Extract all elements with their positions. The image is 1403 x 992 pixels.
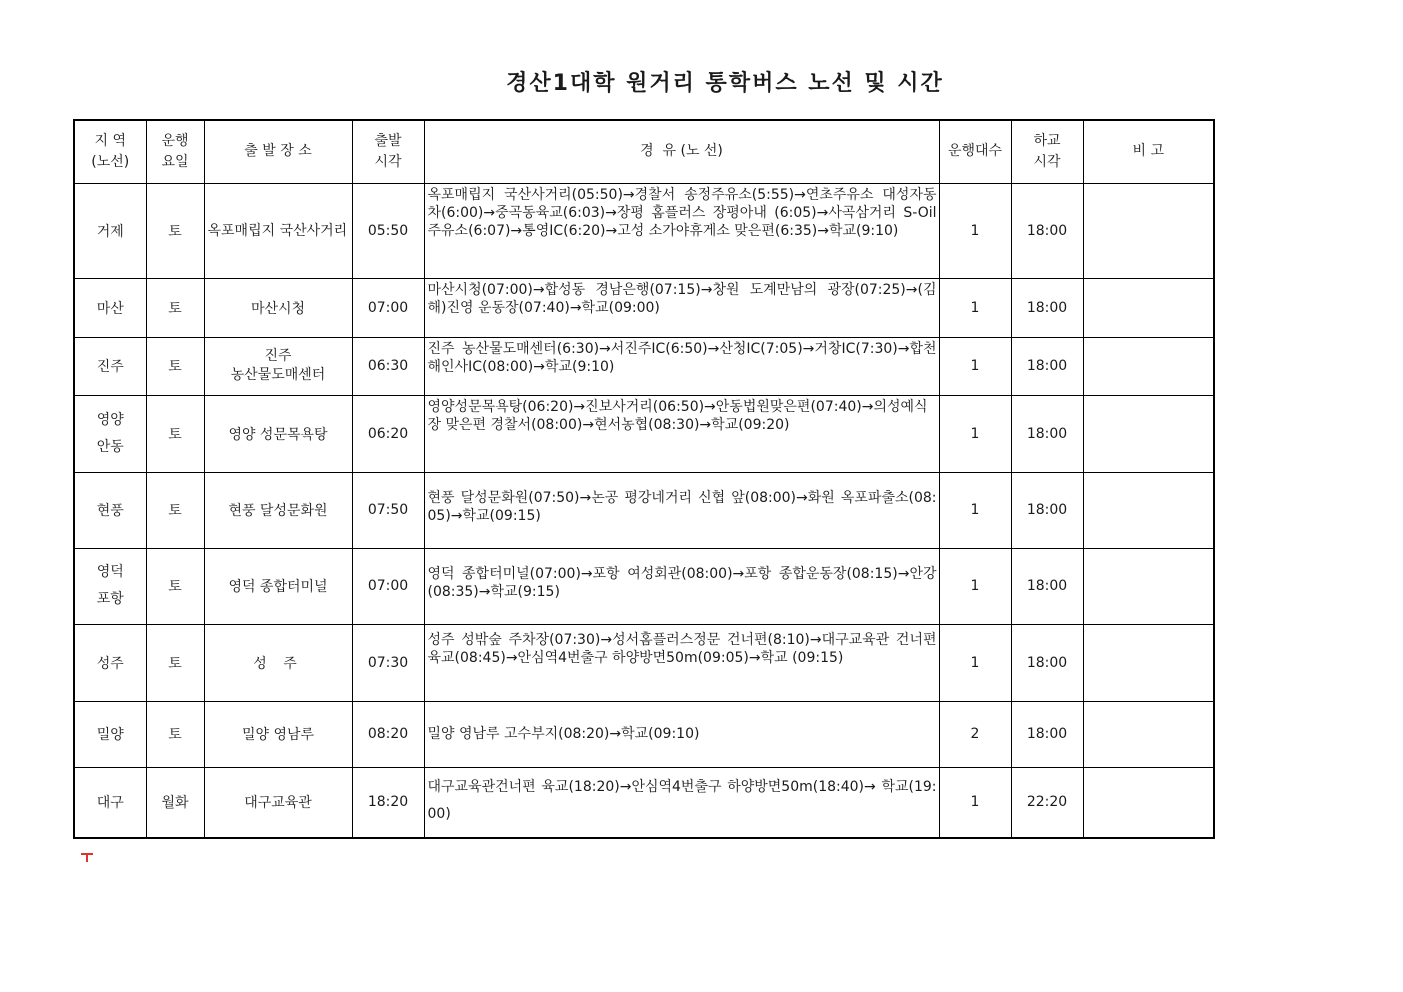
cell-departure-time: 08:20 bbox=[352, 701, 424, 767]
cell-departure-time: 06:20 bbox=[352, 395, 424, 472]
edit-cursor-mark-icon bbox=[81, 851, 93, 861]
table-row bbox=[74, 767, 1214, 838]
cell-region: 대구 bbox=[74, 767, 146, 838]
cell-notes bbox=[1083, 767, 1214, 838]
cell-return-time: 22:20 bbox=[1011, 767, 1083, 838]
cell-notes bbox=[1083, 701, 1214, 767]
cell-route: 대구교육관건너편 육교(18:20)→안심역4번출구 하양방면50m(18:40)→ 학교(19:00) bbox=[424, 767, 939, 838]
header-days: 운행 요일 bbox=[146, 120, 204, 183]
cell-route: 영양성문목욕탕(06:20)→진보사거리(06:50)→안동법원맞은편(07:40)→의성예식장 맞은편 경찰서(08:00)→현서농협(08:30)→학교(09:20) bbox=[424, 395, 939, 472]
cell-bus-count: 1 bbox=[939, 395, 1011, 472]
cell-route: 밀양 영남루 고수부지(08:20)→학교(09:10) bbox=[424, 701, 939, 767]
cell-place: 옥포매립지 국산사거리 bbox=[204, 183, 352, 278]
cell-route: 진주 농산물도매센터(6:30)→서진주IC(6:50)→산청IC(7:05)→거창IC(7:30)→합천해인사IC(08:00)→학교(9:10) bbox=[424, 337, 939, 395]
cell-place: 마산시청 bbox=[204, 278, 352, 337]
cell-days: 월화 bbox=[146, 767, 204, 838]
cell-region: 영양 안동 bbox=[74, 395, 146, 472]
cell-departure-time: 07:00 bbox=[352, 278, 424, 337]
cell-departure-time: 18:20 bbox=[352, 767, 424, 838]
header-row bbox=[74, 120, 1214, 183]
cell-place: 진주 농산물도매센터 bbox=[204, 337, 352, 395]
cell-departure-time: 05:50 bbox=[352, 183, 424, 278]
cell-route: 마산시청(07:00)→합성동 경남은행(07:15)→창원 도계만남의 광장(07:25)→(김해)진영 운동장(07:40)→학교(09:00) bbox=[424, 278, 939, 337]
cell-region: 밀양 bbox=[74, 701, 146, 767]
cell-departure-time: 07:00 bbox=[352, 548, 424, 624]
cell-notes bbox=[1083, 337, 1214, 395]
cell-route: 영덕 종합터미널(07:00)→포항 여성회관(08:00)→포항 종합운동장(08:15)→안강(08:35)→학교(9:15) bbox=[424, 548, 939, 624]
cell-place: 밀양 영남루 bbox=[204, 701, 352, 767]
bus-route-table bbox=[73, 119, 1215, 839]
table-row bbox=[74, 548, 1214, 624]
cell-route: 성주 성밖숲 주차장(07:30)→성서홈플러스정문 건너편(8:10)→대구교육관 건너편 육교(08:45)→안심역4번출구 하양방면50m(09:05)→학교 (09:15) bbox=[424, 624, 939, 701]
cell-bus-count: 2 bbox=[939, 701, 1011, 767]
header-region: 지 역 (노선) bbox=[74, 120, 146, 183]
cell-region: 성주 bbox=[74, 624, 146, 701]
cell-place: 현풍 달성문화원 bbox=[204, 472, 352, 548]
cell-departure-time: 06:30 bbox=[352, 337, 424, 395]
cell-days: 토 bbox=[146, 624, 204, 701]
table-row bbox=[74, 278, 1214, 337]
table-row bbox=[74, 701, 1214, 767]
header-route: 경 유 (노 선) bbox=[424, 120, 939, 183]
cell-notes bbox=[1083, 472, 1214, 548]
cell-return-time: 18:00 bbox=[1011, 395, 1083, 472]
cell-region: 거제 bbox=[74, 183, 146, 278]
cell-bus-count: 1 bbox=[939, 337, 1011, 395]
cell-place: 영덕 종합터미널 bbox=[204, 548, 352, 624]
cell-notes bbox=[1083, 548, 1214, 624]
cell-departure-time: 07:30 bbox=[352, 624, 424, 701]
header-departure-time: 출발 시각 bbox=[352, 120, 424, 183]
cell-region: 진주 bbox=[74, 337, 146, 395]
cell-days: 토 bbox=[146, 472, 204, 548]
cell-route: 현풍 달성문화원(07:50)→논공 평강네거리 신협 앞(08:00)→화원 옥포파출소(08:05)→학교(09:15) bbox=[424, 472, 939, 548]
cell-notes bbox=[1083, 624, 1214, 701]
cell-notes bbox=[1083, 395, 1214, 472]
cell-bus-count: 1 bbox=[939, 472, 1011, 548]
table-row bbox=[74, 472, 1214, 548]
cell-return-time: 18:00 bbox=[1011, 278, 1083, 337]
cell-days: 토 bbox=[146, 701, 204, 767]
cell-days: 토 bbox=[146, 183, 204, 278]
header-notes: 비 고 bbox=[1083, 120, 1214, 183]
cell-bus-count: 1 bbox=[939, 767, 1011, 838]
cell-days: 토 bbox=[146, 395, 204, 472]
table-row bbox=[74, 395, 1214, 472]
header-bus-count: 운행대수 bbox=[939, 120, 1011, 183]
cell-bus-count: 1 bbox=[939, 183, 1011, 278]
cell-bus-count: 1 bbox=[939, 548, 1011, 624]
cell-bus-count: 1 bbox=[939, 624, 1011, 701]
cell-return-time: 18:00 bbox=[1011, 337, 1083, 395]
page-title: 경산1대학 원거리 통학버스 노선 및 시간 bbox=[506, 71, 944, 96]
header-return-time: 하교 시각 bbox=[1011, 120, 1083, 183]
cell-days: 토 bbox=[146, 548, 204, 624]
table-row bbox=[74, 183, 1214, 278]
cell-notes bbox=[1083, 278, 1214, 337]
table-row bbox=[74, 624, 1214, 701]
cell-return-time: 18:00 bbox=[1011, 624, 1083, 701]
cell-departure-time: 07:50 bbox=[352, 472, 424, 548]
cell-return-time: 18:00 bbox=[1011, 472, 1083, 548]
header-departure-place: 출 발 장 소 bbox=[204, 120, 352, 183]
cell-place: 성 주 bbox=[204, 624, 352, 701]
cell-days: 토 bbox=[146, 278, 204, 337]
cell-place: 영양 성문목욕탕 bbox=[204, 395, 352, 472]
cell-return-time: 18:00 bbox=[1011, 548, 1083, 624]
cell-notes bbox=[1083, 183, 1214, 278]
cell-region: 영덕 포항 bbox=[74, 548, 146, 624]
cell-bus-count: 1 bbox=[939, 278, 1011, 337]
cell-return-time: 18:00 bbox=[1011, 701, 1083, 767]
cell-route: 옥포매립지 국산사거리(05:50)→경찰서 송정주유소(5:55)→연초주유소 대성자동차(6:00)→중곡동육교(6:03)→장평 홈플러스 장평아내 (6:05)→사곡삼거리 S-Oil주유소(6:07)→통영IC(6:20)→고성 소가야휴게소 맞은편(6:35)→학교(9:10) bbox=[424, 183, 939, 278]
cell-return-time: 18:00 bbox=[1011, 183, 1083, 278]
cell-place: 대구교육관 bbox=[204, 767, 352, 838]
cell-region: 마산 bbox=[74, 278, 146, 337]
table-row bbox=[74, 337, 1214, 395]
cell-region: 현풍 bbox=[74, 472, 146, 548]
cell-days: 토 bbox=[146, 337, 204, 395]
